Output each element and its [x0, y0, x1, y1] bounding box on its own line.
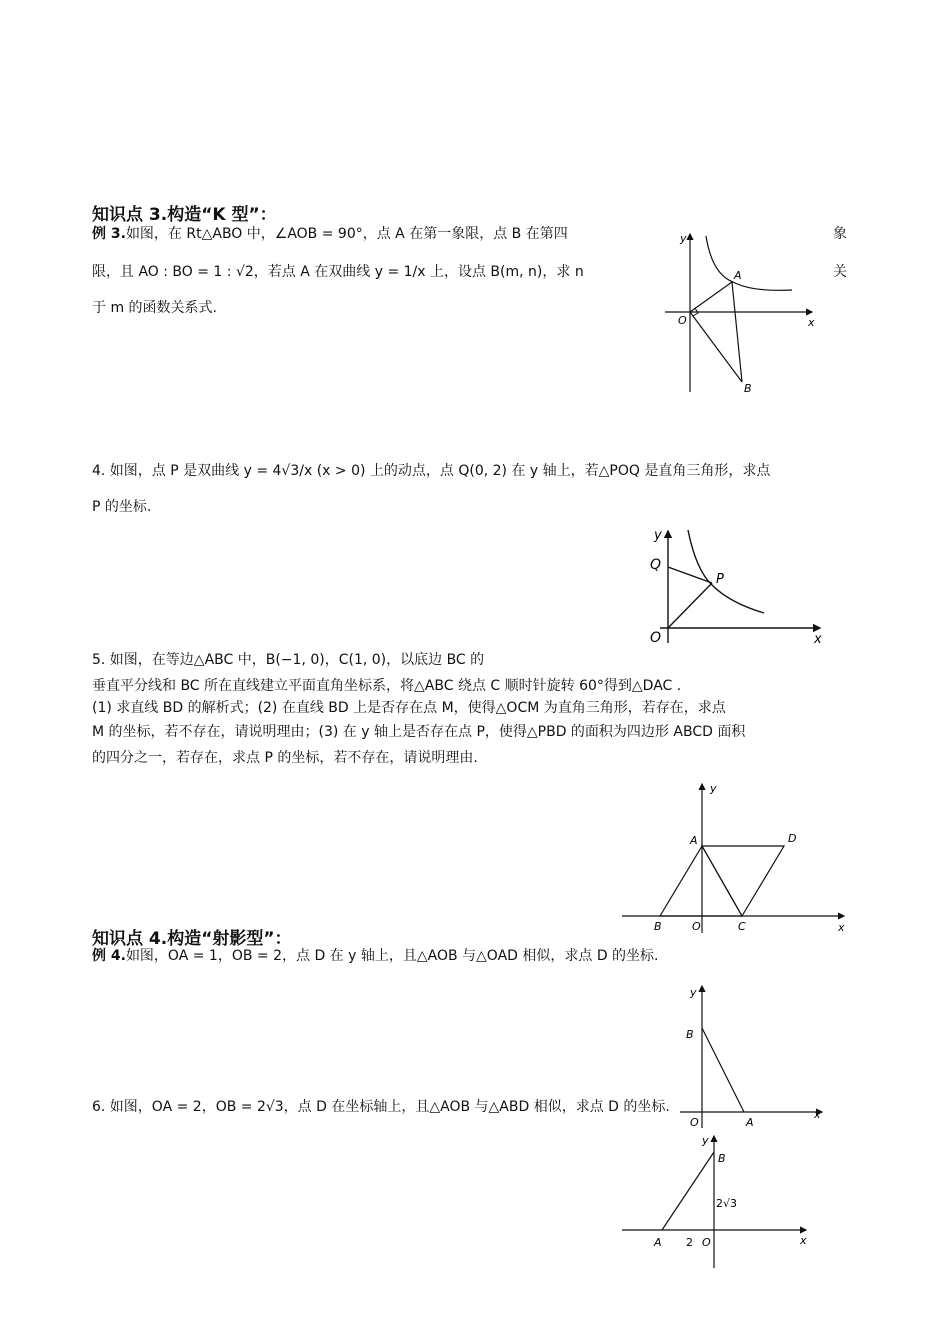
label-x: x	[800, 1234, 807, 1247]
section-heading-k3: 知识点 3.构造“K 型”：	[92, 205, 277, 225]
segment-oa	[690, 282, 732, 312]
example-3-line-3: 于 m 的函数关系式.	[92, 300, 217, 316]
label-o: O	[702, 1236, 711, 1249]
question-4-line-2: P 的坐标.	[92, 499, 152, 515]
label-p: P	[716, 572, 724, 587]
label-a: A	[734, 269, 742, 282]
question-5-line-4: M 的坐标，若不存在，请说明理由；(3) 在 y 轴上是否存在点 P，使得△PBD 的面积为四边形 ABCD 面积	[92, 724, 746, 740]
example-3-text-1: 如图，在 Rt△ABO 中，∠AOB = 90°，点 A 在第一象限，点 B 在第四	[125, 226, 568, 242]
label-c: C	[738, 920, 746, 933]
label-y: y	[702, 1134, 709, 1147]
example-4-line	[92, 946, 659, 966]
label-b: B	[686, 1028, 694, 1041]
figure-4-right-triangle	[672, 980, 832, 1130]
question-5-line-1: 5. 如图，在等边△ABC 中，B(−1, 0)，C(1, 0)，以底边 BC 的	[92, 652, 485, 668]
label-a: A	[690, 834, 698, 847]
label-d: D	[788, 832, 797, 845]
triangle-abc	[660, 846, 742, 916]
segment-ob	[690, 312, 742, 382]
label-y: y	[654, 528, 662, 543]
label-2: 2	[686, 1236, 693, 1249]
label-b: B	[718, 1152, 726, 1165]
figure-1-k-shape	[660, 222, 820, 397]
segment-qp	[668, 567, 712, 583]
label-x: x	[808, 316, 815, 329]
segment-op	[668, 583, 712, 628]
label-o: O	[650, 630, 662, 646]
segment-ab	[702, 1028, 744, 1112]
label-a: A	[746, 1116, 754, 1129]
label-y: y	[690, 986, 697, 999]
example-4-label: 例 4.	[92, 948, 126, 964]
segment-ab	[662, 1152, 714, 1230]
label-b: B	[654, 920, 662, 933]
question-5-line-3: (1) 求直线 BD 的解析式；(2) 在直线 BD 上是否存在点 M，使得△OCM 为直角三角形，若存在，求点	[92, 700, 726, 716]
example-4-text: 如图，OA = 1，OB = 2，点 D 在 y 轴上，且△AOB 与△OAD 相似，求点 D 的坐标.	[125, 948, 659, 964]
figure-5-right-triangle	[618, 1132, 813, 1272]
label-y: y	[680, 232, 687, 245]
segment-ab	[732, 282, 742, 382]
label-x: x	[838, 921, 845, 934]
label-2-root-3: 2√3	[716, 1197, 738, 1210]
label-y: y	[710, 782, 717, 795]
example-3-line-2: 限，且 AO : BO = 1 : √2，若点 A 在双曲线 y = 1/x 上，设点 B(m, n)，求 n	[92, 264, 584, 280]
label-q: Q	[650, 557, 662, 573]
figure-2-hyperbola-pq	[630, 525, 830, 650]
label-a: A	[654, 1236, 662, 1249]
example-3-line-1	[92, 224, 568, 244]
question-4-line-1: 4. 如图，点 P 是双曲线 y = 4√3/x (x > 0) 上的动点，点 Q(0, 2) 在 y 轴上，若△POQ 是直角三角形，求点	[92, 463, 771, 479]
example-3-line-2-tail: 关	[833, 264, 847, 280]
question-5-line-5: 的四分之一，若存在，求点 P 的坐标，若不存在，请说明理由.	[92, 750, 478, 766]
hyperbola-curve	[688, 530, 764, 613]
hyperbola-curve	[706, 236, 792, 290]
label-b: B	[744, 382, 752, 395]
label-o: O	[690, 1116, 699, 1129]
label-o: O	[692, 920, 701, 933]
label-x: x	[814, 632, 822, 647]
example-3-label: 例 3.	[92, 226, 126, 242]
question-6-line: 6. 如图，OA = 2，OB = 2√3，点 D 在坐标轴上，且△AOB 与△ABD 相似，求点 D 的坐标.	[92, 1099, 670, 1115]
label-x: x	[814, 1108, 821, 1121]
section-heading-k4: 知识点 4.构造“射影型”：	[92, 929, 292, 949]
figure-3-equilateral-rotation	[618, 778, 848, 938]
label-o: O	[678, 314, 687, 327]
question-5-line-2: 垂直平分线和 BC 所在直线建立平面直角坐标系，将△ABC 绕点 C 顺时针旋转 60°得到△DAC .	[92, 678, 682, 694]
example-3-line-1-tail: 象	[833, 226, 847, 242]
triangle-dac	[702, 846, 784, 916]
